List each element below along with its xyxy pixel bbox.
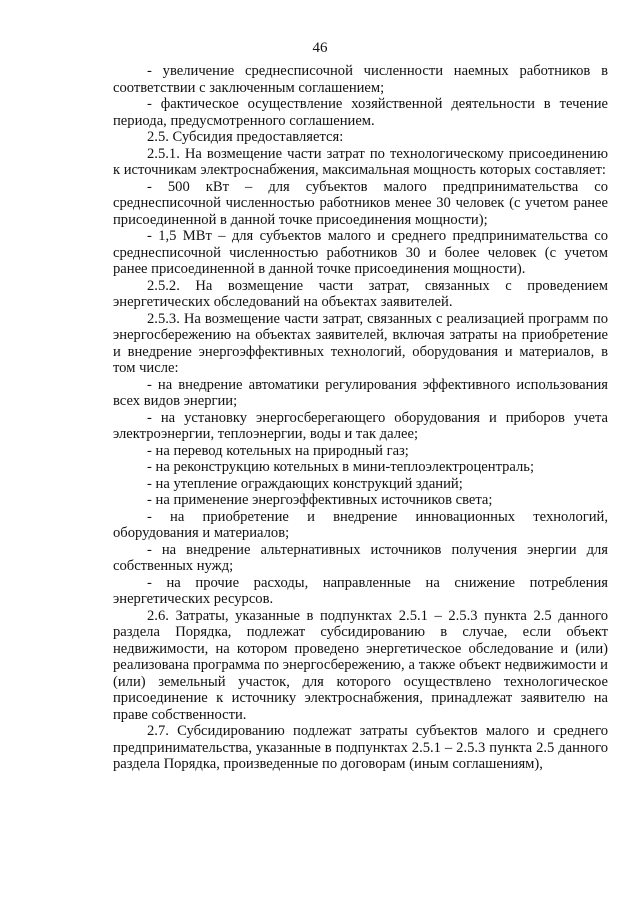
document-body xyxy=(113,63,608,773)
paragraph: - на перевод котельных на природный газ; xyxy=(147,442,409,459)
paragraph: - на приобретение и внедрение инновационных технологий, оборудования и материалов; xyxy=(113,508,608,541)
paragraph: 2.7. Субсидированию подлежат затраты субъектов малого и среднего предпринимательства, указанные в подпунктах 2.5.1 – 2.5.3 пункта 2.5 данного раздела Порядка, произведенные по договорам (иным соглашениям), xyxy=(113,723,608,772)
paragraph: 2.6. Затраты, указанные в подпунктах 2.5.1 – 2.5.3 пункта 2.5 данного раздела Порядка, подлежат субсидированию в случае, если объект недвижимости, на котором проведено энергетическое обследование и (или) реализована программа по энергосбережению, а также объект недвижимости и (или) земельный участок, для которого осуществлено технологическое присоединение к источнику электроснабжения, принадлежат заявителю на праве собственности. xyxy=(113,607,608,723)
paragraph: - на реконструкцию котельных в мини-теплоэлектроцентраль; xyxy=(147,459,535,475)
paragraph: - на установку энергосберегающего оборудования и приборов учета электроэнергии, теплоэнергии, воды и так далее; xyxy=(113,409,608,442)
paragraph: - на применение энергоэффективных источников света; xyxy=(147,492,493,508)
paragraph: - увеличение среднесписочной численности наемных работников в соответствии с заключенным соглашением; xyxy=(113,63,608,96)
paragraph: 2.5.3. На возмещение части затрат, связанных с реализацией программ по энергосбережению на объектах заявителей, включая затраты на приобретение и внедрение энергоэффективных технологий, оборудования и материалов, в том числе: xyxy=(113,310,608,376)
paragraph: - на утепление ограждающих конструкций зданий; xyxy=(147,475,463,492)
paragraph: 2.5. Субсидия предоставляется: xyxy=(147,129,344,145)
paragraph: 2.5.2. На возмещение части затрат, связанных с проведением энергетических обследований на объектах заявителей. xyxy=(113,277,608,310)
page-number: 46 xyxy=(312,40,328,56)
paragraph: - фактическое осуществление хозяйственной деятельности в течение периода, предусмотренного соглашением. xyxy=(113,96,608,129)
paragraph: - на внедрение автоматики регулирования эффективного использования всех видов энергии; xyxy=(113,376,608,409)
paragraph: - 1,5 МВт – для субъектов малого и среднего предпринимательства со среднесписочной численностью работников 30 и более человек (с учетом ранее присоединенной в данной точке присоединения мощности). xyxy=(113,228,608,277)
paragraph: - на внедрение альтернативных источников получения энергии для собственных нужд; xyxy=(113,541,608,574)
paragraph: - на прочие расходы, направленные на снижение потребления энергетических ресурсов. xyxy=(113,574,608,607)
paragraph: 2.5.1. На возмещение части затрат по технологическому присоединению к источникам электроснабжения, максимальная мощность которых составляет: xyxy=(113,145,608,178)
paragraph: - 500 кВт – для субъектов малого предпринимательства со среднесписочной численностью работников менее 30 человек (с учетом ранее присоединенной в данной точке присоединения мощности); xyxy=(113,178,608,228)
